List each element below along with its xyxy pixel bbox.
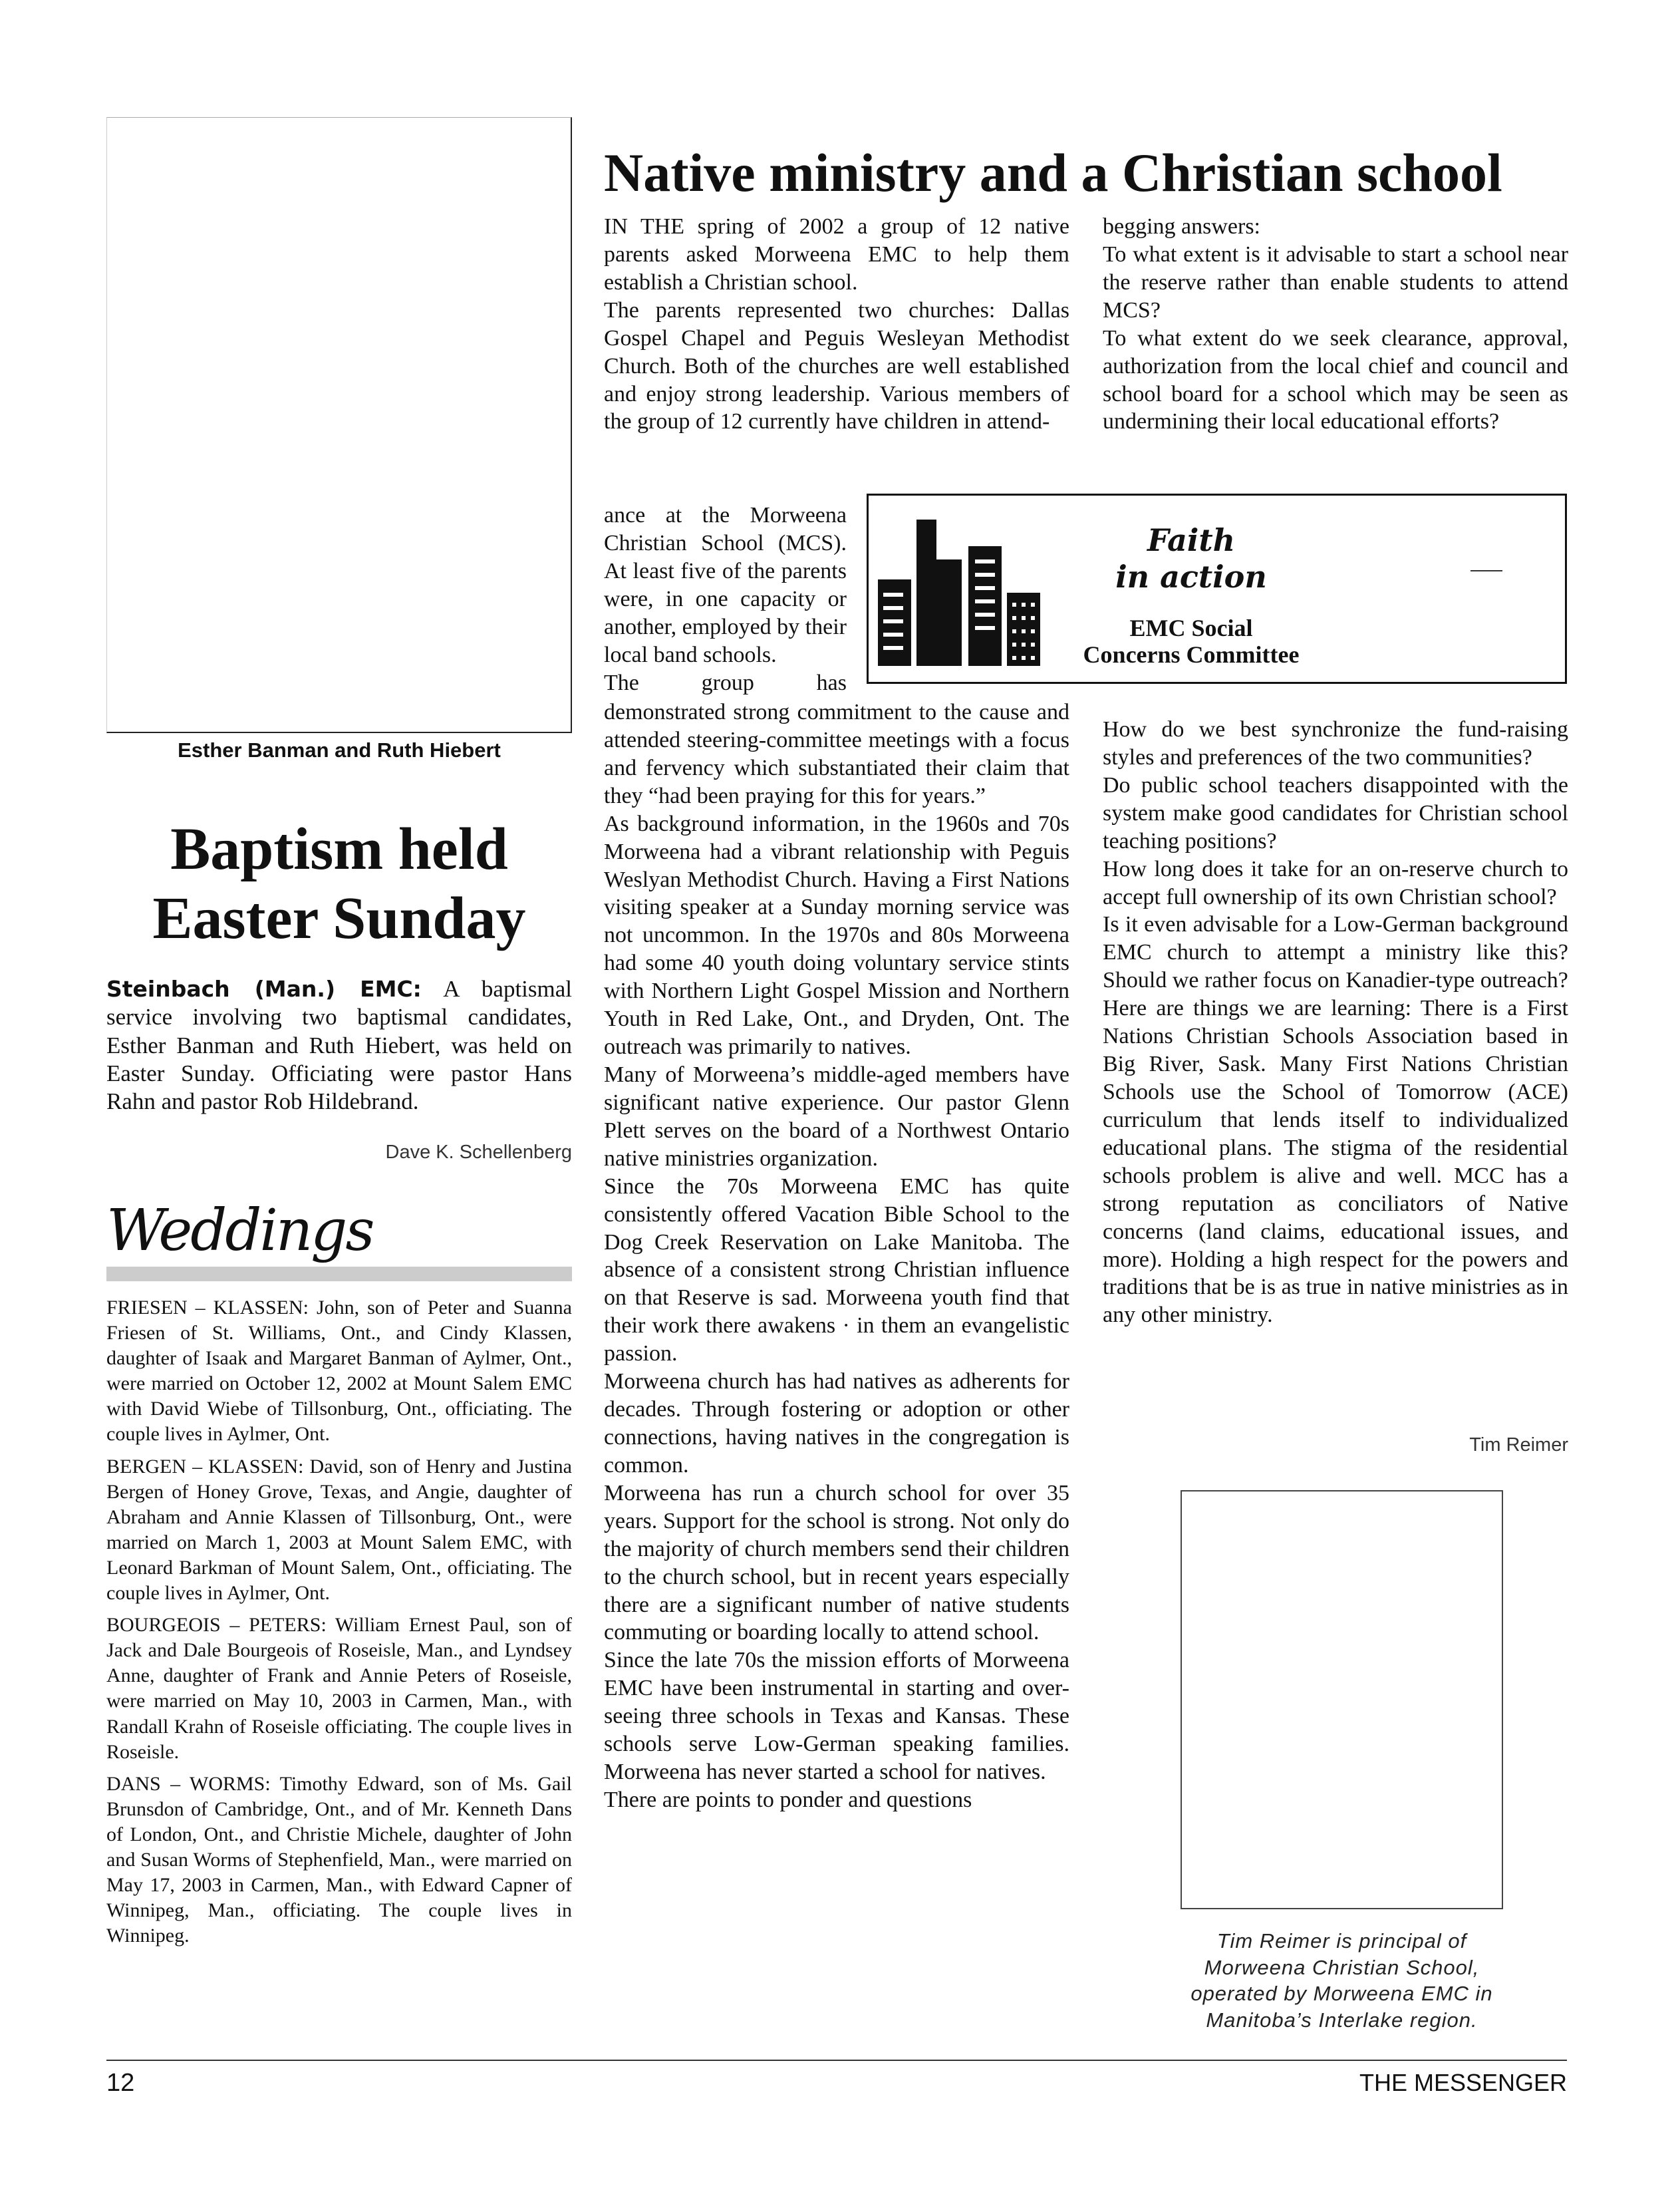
baptism-article (106, 975, 572, 1116)
article-paragraph: Since the late 70s the mission efforts of Morweena EMC have been instrumental in starting and over-seeing three schools in Texas and Kansas. These schools serve Low-German speaking families. Morweena has never started a school for natives. (604, 1648, 1069, 1785)
article-byline: Tim Reimer (1469, 1434, 1568, 1456)
photo-caption-baptism: Esther Banman and Ruth Hiebert (178, 738, 501, 762)
article-paragraph: To what extent is it advisable to start a school near the reserve rather than enable students to attend MCS? (1103, 241, 1568, 323)
article-paragraph: To what extent do we seek clearance, approval, authorization from the local chief and council and school board for a school which may be seen as undermining their local educational efforts? (1103, 325, 1568, 434)
page-number: 12 (106, 2069, 135, 2097)
article-paragraph: ance at the Morweena Christian School (MCS). At least five of the parents were, in one capacity or another, employed by their local band schools. (604, 503, 847, 667)
photo-placeholder-tim-reimer (1181, 1490, 1503, 1909)
wedding-entry: FRIESEN – KLASSEN: John, son of Peter and Suanna Friesen of St. Williams, Ont., and Cindy Klassen, daughter of Isaak and Margaret Banman of Aylmer, Ont., were married on October 12, 2002 at Mount Salem EMC with David Wiebe of Tillsonburg, Ont., officiating. The couple lives in Aylmer, Ont. (106, 1297, 572, 1446)
photo-placeholder-baptism (106, 117, 572, 733)
faith-in-action-box (867, 494, 1567, 684)
article-column-3-bottom (1103, 716, 1568, 1329)
baptism-lead: Steinbach (Man.) EMC: (106, 976, 422, 1002)
article-headline: Native ministry and a Christian school (604, 142, 1502, 203)
article-paragraph: How long does it take for an on-reserve church to accept full ownership of its own Christian school? (1103, 856, 1568, 909)
baptism-byline: Dave K. Schellenberg (385, 1142, 572, 1163)
article-paragraph: Here are things we are learning: There is a First Nations Christian Schools Association based in Big River, Sask. Many First Nations Christian Schools use the School of Tomorrow (ACE) curriculum that lends itself to individualized educational plans. The stigma of the residential schools problem is alive and well. MCC has a strong reputation as conciliators of Native concerns (land claims, educational issues, and more). Holding a high respect for the powers and traditions that be is as true in native ministries as in any other ministry. (1103, 996, 1568, 1328)
article-column-2-bottom (604, 699, 1069, 1814)
baptism-headline (106, 815, 572, 954)
baptism-headline-line1: Baptism held (170, 816, 508, 882)
article-column-3-top (1103, 213, 1568, 436)
article-paragraph: Since the 70s Morweena EMC has quite consistently offered Vacation Bible School to the Dog Creek Reservation on Lake Manitoba. The absence of a consistent strong Christian influence on that Reserve is sad. Morweena youth find that their work there awakens · in them an evangelistic passion. (604, 1173, 1069, 1366)
article-paragraph: Is it even advisable for a Low-German background EMC church to attempt a ministry like this? Should we rather focus on Kanadier-type outreach? (1103, 912, 1568, 993)
faith-in-action-subtitle (1075, 615, 1308, 668)
article-paragraph: Many of Morweena’s middle-aged members have significant native experience. Our pastor Glenn Plett serves on the board of a Northwest Ontario native ministries organization. (604, 1062, 1069, 1171)
faith-title-line2: in action (1115, 559, 1267, 595)
faith-box-dash (1470, 570, 1502, 571)
faith-in-action-title (1075, 522, 1308, 595)
weddings-heading-text: Weddings (106, 1197, 373, 1264)
article-paragraph: begging answers: (1103, 214, 1261, 239)
weddings-heading (106, 1197, 572, 1274)
city-skyline-icon (869, 506, 1061, 673)
photo-caption-tim-reimer: Tim Reimer is principal of Morweena Christian School, operated by Morweena EMC in Manitoba’s Interlake region. (1190, 1929, 1493, 2032)
article-paragraph: How do we best synchronize the fund-raising styles and preferences of the two communities? (1103, 717, 1568, 770)
article-paragraph: demonstrated strong commitment to the cause and attended steering-committee meetings with a focus and fervency which substantiated their claim that they “had been praying for this for years.” (604, 700, 1069, 808)
footer-rule (106, 2060, 1567, 2061)
faith-subtitle-line1: EMC Social (1129, 615, 1253, 641)
publication-name: THE MESSENGER (1359, 2069, 1567, 2096)
article-paragraph: Morweena has run a church school for over 35 years. Support for the school is strong. Not only do the majority of church members send their children to the church school, but in recent years especially there are a significant number of native students commuting or boarding locally to attend school. (604, 1480, 1069, 1645)
wedding-entry: BOURGEOIS – PETERS: William Ernest Paul, son of Jack and Dale Bourgeois of Roseisle, Man., and Lyndsey Anne, daughter of Frank and Annie Peters of Roseisle, were married on May 10, 2003 in Carmen, Man., with Randall Krahn of Roseisle officiating. The couple lives in Roseisle. (106, 1614, 572, 1763)
article-paragraph: The group has (604, 670, 847, 695)
article-column-2-wrap (604, 502, 847, 697)
weddings-heading-bar (106, 1267, 572, 1281)
article-paragraph: The parents represented two churches: Dallas Gospel Chapel and Peguis Wesleyan Methodist Church. Both of the churches are well established and enjoy strong leadership. Various members of the group of 12 currently have children in attend- (604, 297, 1069, 434)
baptism-body-text: A baptismal service involving two baptismal candidates, Esther Banman and Ruth Hiebert, was held on Easter Sunday. Officiating were pastor Hans Rahn and pastor Rob Hildebrand. (106, 976, 573, 1115)
faith-subtitle-line2: Concerns Committee (1083, 641, 1300, 668)
baptism-headline-line2: Easter Sunday (152, 885, 526, 952)
article-paragraph: There are points to ponder and questions (604, 1787, 972, 1812)
article-paragraph: IN THE spring of 2002 a group of 12 native parents asked Morweena EMC to help them establish a Christian school. (604, 214, 1069, 295)
faith-title-line1: Faith (1147, 522, 1236, 558)
article-paragraph: As background information, in the 1960s and 70s Morweena had a vibrant relationship with Peguis Weslyan Methodist Church. Having a First Nations visiting speaker at a Sunday morning service was not uncommon. In the 1970s and 80s Morweena had some 40 youth doing voluntary service stints with Northern Light Gospel Mission and Northern Youth in Red Lake, Ont., and Dryden, Ont. The outreach was primarily to natives. (604, 811, 1069, 1060)
article-column-2-top (604, 213, 1069, 436)
weddings-list (106, 1295, 572, 1955)
wedding-entry: BERGEN – KLASSEN: David, son of Henry and Justina Bergen of Honey Grove, Texas, and Angie, daughter of Abraham and Annie Klassen of Tillsonburg, Ont., were married on March 1, 2003 at Mount Salem EMC, with Leonard Barkman of Mount Salem, Ont., officiating. The couple lives in Aylmer, Ont. (106, 1455, 572, 1605)
article-paragraph: Do public school teachers disappointed with the system make good candidates for Christian school teaching positions? (1103, 772, 1568, 854)
article-paragraph: Morweena church has had natives as adherents for decades. Through fostering or adoption or other connections, having natives in the congregation is common. (604, 1369, 1069, 1478)
wedding-entry: DANS – WORMS: Timothy Edward, son of Ms. Gail Brunsdon of Cambridge, Ont., and of Mr. Kenneth Dans of London, Ont., and Christie Michele, daughter of John and Susan Worms of Stephenfield, Man., were married on May 17, 2003 in Carmen, Man., with Edward Capner of Winnipeg, Man., officiating. The couple lives in Winnipeg. (106, 1772, 572, 1947)
